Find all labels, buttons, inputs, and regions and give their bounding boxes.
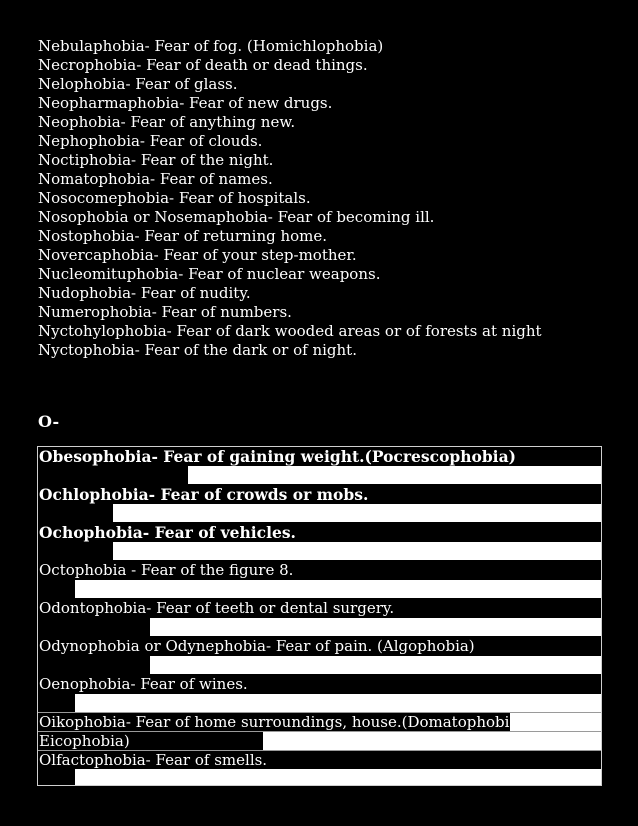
list-item: Nosophobia or Nosemaphobia- Fear of becoming ill.: [38, 208, 435, 226]
list-item: Nostophobia- Fear of returning home.: [38, 227, 328, 245]
highlight-block: [113, 542, 601, 560]
list-item: Nyctophobia- Fear of the dark or of night.: [38, 341, 357, 359]
list-item: Neophobia- Fear of anything new.: [38, 113, 296, 131]
table-row: Odynophobia or Odynephobia- Fear of pain. (Algophobia): [39, 637, 475, 655]
table-row: Ochophobia- Fear of vehicles.: [39, 523, 296, 542]
highlight-block: [510, 713, 601, 732]
table-row-continuation: Eicophobia): [39, 732, 130, 750]
n-phobia-list: [38, 37, 542, 360]
list-item: Nosocomephobia- Fear of hospitals.: [38, 189, 311, 207]
list-item: Necrophobia- Fear of death or dead things.: [38, 56, 368, 74]
table-row: Obesophobia- Fear of gaining weight.(Pocrescophobia): [39, 447, 516, 466]
table-row: Oikophobia- Fear of home surroundings, house.(Domatophobia,: [39, 713, 524, 731]
highlight-block: [150, 656, 601, 674]
list-item: Noctiphobia- Fear of the night.: [38, 151, 274, 169]
list-item: Nomatophobia- Fear of names.: [38, 170, 273, 188]
highlight-block: [188, 466, 601, 484]
table-row: Odontophobia- Fear of teeth or dental surgery.: [39, 599, 395, 617]
table-row: Octophobia - Fear of the figure 8.: [39, 561, 294, 579]
table-row: Ochlophobia- Fear of crowds or mobs.: [39, 485, 369, 504]
list-item: Nebulaphobia- Fear of fog. (Homichlophobia): [38, 37, 384, 55]
list-item: Novercaphobia- Fear of your step-mother.: [38, 246, 357, 264]
highlight-block: [75, 580, 601, 598]
highlight-block: [113, 504, 601, 522]
highlight-block: [75, 769, 601, 785]
highlight-block: [75, 694, 601, 712]
list-item: Nelophobia- Fear of glass.: [38, 75, 238, 93]
list-item: Nephophobia- Fear of clouds.: [38, 132, 263, 150]
list-item: Neopharmaphobia- Fear of new drugs.: [38, 94, 333, 112]
list-item: Nucleomituphobia- Fear of nuclear weapons.: [38, 265, 381, 283]
list-item: Nyctohylophobia- Fear of dark wooded areas or of forests at night: [38, 322, 542, 340]
section-heading-o: O-: [38, 412, 60, 431]
table-row: Olfactophobia- Fear of smells.: [39, 751, 268, 769]
table-row: Oenophobia- Fear of wines.: [39, 675, 248, 693]
highlight-block: [150, 618, 601, 636]
o-phobia-table: [37, 446, 602, 786]
highlight-block: [263, 732, 601, 750]
list-item: Numerophobia- Fear of numbers.: [38, 303, 292, 321]
list-item: Nudophobia- Fear of nudity.: [38, 284, 251, 302]
